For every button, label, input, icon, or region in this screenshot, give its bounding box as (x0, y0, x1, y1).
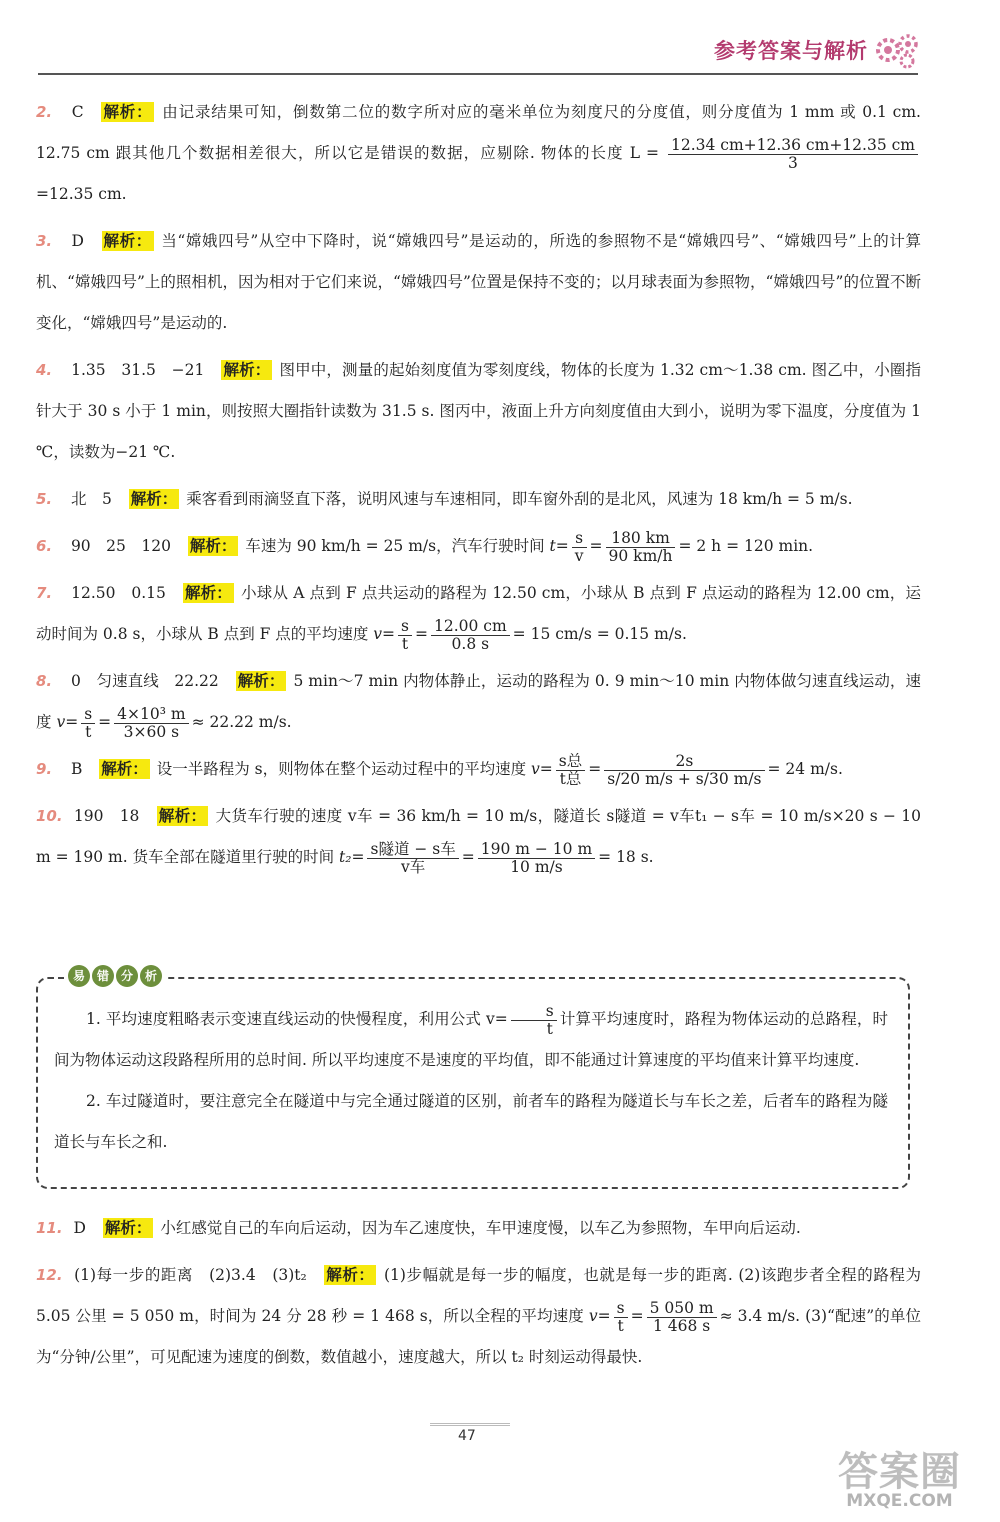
fraction-numerator: 12.00 cm (431, 618, 510, 636)
fraction-denominator: 3×60 s (123, 722, 180, 741)
answer-list-continued (36, 1208, 921, 1384)
item-text-end: ≈ 22.22 m/s. (191, 713, 292, 731)
tag-char: 易 (68, 965, 90, 987)
fraction-denominator: v (574, 546, 584, 565)
analysis-tag: 解析： (130, 490, 178, 508)
error-analysis-box (36, 969, 910, 1189)
item-text: 5 min～7 min 内物体静止，运动的路程为 0. 9 min～10 min 内物体做匀速直线运动，速度 (36, 672, 921, 731)
item-text: 当“嫦娥四号”从空中下降时，说“嫦娥四号”是运动的，所选的参照物不是“嫦娥四号”、“嫦娥四号”上的计算机、“嫦娥四号”上的照相机，因为相对于它们来说，“嫦娥四号”位置是保持不变的；以月球表面为参照物，“嫦娥四号”的位置不断变化，“嫦娥四号”是运动的. (36, 232, 921, 332)
item-text-end: ≈ 3.4 m/s. (3)“配速”的单位为“分钟/公里”，可见配速为速度的倒数，数值越小，速度越大，所以 t₂ 时刻运动得最快. (36, 1307, 921, 1366)
item-text: (1)步幅就是每一步的幅度，也就是每一步的距离. (2)该跑步者全程的路程为 5.05 公里 = 5 050 m，时间为 24 分 28 秒 = 1 468 s，所以全程的平均速度 (36, 1266, 921, 1325)
answer-item-7: 7. 12.50 0.15 解析： 小球从 A 点到 F 点共运动的路程为 12.50 cm，小球从 B 点到 F 点运动的路程为 12.00 cm，运动时间为 0.8 s，小球从 B 点到 F 点的平均速度 v= $\frac{s}{t}$ = $\frac{12.00 cm}{0.8 s}$ = 15 cm/s = 0.15 m/s. (36, 573, 921, 655)
tag-char: 析 (140, 965, 162, 987)
item-text-end: = 18 s. (598, 848, 654, 866)
item-answer: D (73, 1219, 86, 1237)
item-number: 10. (36, 807, 63, 825)
fraction-denominator: t (617, 1316, 624, 1335)
answer-list (36, 92, 921, 884)
item-number: 12. (36, 1266, 63, 1284)
fraction-numerator: s (398, 618, 412, 636)
fraction (478, 841, 595, 876)
fraction-numerator: 2s (604, 753, 764, 771)
analysis-tag: 解析： (237, 672, 285, 690)
fraction-denominator: 90 km/h (608, 546, 673, 565)
answer-item-12: 12. (1)每一步的距离 (2)3.4 (3)t₂ 解析： (1)步幅就是每一步的幅度，也就是每一步的距离. (2)该跑步者全程的路程为 5.05 公里 = 5 050 m，时间为 24 分 28 秒 = 1 468 s，所以全程的平均速度 v= $\frac{s}{t}$ = $\frac{5 050 m}{1 468 s}$ ≈ 3.4 m/s. (3)“配速”的单位为“分钟/公里”，可见配速为速度的倒数，数值越小，速度越大，所以 t₂ 时刻运动得最快. (36, 1255, 921, 1378)
fraction (604, 753, 764, 788)
fraction (606, 530, 676, 565)
item-text-end: = 24 m/s. (767, 760, 843, 778)
tag-char: 分 (116, 965, 138, 987)
point-text-end: 计算平均速度时，路程为物体运动的总路程，时间为物体运动这段路程所用的总时间. 所以平均速度不是速度的平均值，即不能通过计算速度的平均值来计算平均速度. (54, 1010, 888, 1069)
fraction-numerator: s (511, 1003, 557, 1021)
fraction-denominator: t (401, 634, 409, 653)
fraction (398, 618, 412, 653)
analysis-tag: 解析： (104, 1219, 152, 1237)
fraction-denominator: t总 (559, 769, 582, 788)
answer-item-2 (36, 92, 921, 215)
item-answer: 1.35 31.5 −21 (71, 361, 205, 379)
analysis-tag: 解析： (103, 232, 152, 250)
error-analysis-tag (64, 965, 166, 987)
item-text-end: =12.35 cm. (36, 185, 127, 203)
item-text: 乘客看到雨滴竖直下落，说明风速与车速相同，即车窗外刮的是北风，风速为 18 km/h = 5 m/s. (186, 490, 853, 508)
answer-item-5 (36, 479, 921, 520)
fraction (668, 137, 918, 172)
item-number: 7. (36, 584, 53, 602)
fraction-denominator: t (85, 722, 92, 741)
fraction (614, 1300, 628, 1335)
item-answer: 12.50 0.15 (71, 584, 166, 602)
fraction (572, 530, 587, 565)
fraction (556, 753, 585, 788)
page-number: 47 (458, 1428, 476, 1444)
item-number: 4. (36, 361, 53, 379)
item-answer: 90 25 120 (70, 537, 171, 555)
item-number: 9. (36, 760, 53, 778)
analysis-tag: 解析： (184, 584, 232, 602)
fraction-numerator: 190 m − 10 m (478, 841, 595, 859)
fraction-numerator: s (614, 1300, 628, 1318)
fraction-denominator: 3 (788, 153, 798, 172)
fraction (647, 1300, 717, 1335)
item-text-end: = 15 cm/s = 0.15 m/s. (512, 625, 687, 643)
item-text: 大货车行驶的速度 v车 = 36 km/h = 10 m/s，隧道长 s隧道 = v车t₁ − s车 = 10 m/s×20 s − 10 m = 190 m. 货车全部在隧道里行驶的时间 (36, 807, 921, 866)
item-answer: D (71, 232, 84, 250)
analysis-tag: 解析： (326, 1266, 375, 1284)
fraction-denominator: s/20 m/s + s/30 m/s (607, 769, 762, 788)
analysis-tag: 解析： (158, 807, 207, 825)
analysis-tag: 解析： (223, 361, 271, 379)
analysis-tag: 解析： (103, 103, 153, 121)
answer-item-6: 6. 90 25 120 解析： 车速为 90 km/h = 25 m/s，汽车行驶时间 t= $\frac{s}{v}$ = $\frac{180 km}{90 km/h}$ = 2 h = 120 min. (36, 526, 921, 567)
fraction-denominator: v车 (400, 857, 426, 876)
analysis-tag: 解析： (101, 760, 148, 778)
watermark-url: MXQE.COM (846, 1491, 953, 1511)
fraction-denominator: 1 468 s (652, 1316, 711, 1335)
answer-item-4 (36, 350, 921, 473)
item-number: 2. (36, 103, 53, 121)
fraction-numerator: 4×10³ m (114, 706, 188, 724)
item-text: 设一半路程为 s，则物体在整个运动过程中的平均速度 (156, 760, 532, 778)
fraction-numerator: 12.34 cm+12.36 cm+12.35 cm (668, 137, 918, 155)
answer-item-11 (36, 1208, 921, 1249)
item-text: 小红感觉自己的车向后运动，因为车乙速度快，车甲速度慢，以车乙为参照物，车甲向后运动. (160, 1219, 801, 1237)
tag-char: 错 (92, 965, 114, 987)
fraction (367, 841, 458, 876)
item-answer: 0 匀速直线 22.22 (71, 672, 219, 690)
fraction (511, 1003, 557, 1038)
header-title: 参考答案与解析 (714, 39, 868, 63)
item-answer: 北 5 (70, 490, 112, 508)
fraction-numerator: 180 km (606, 530, 676, 548)
item-answer: (1)每一步的距离 (2)3.4 (3)t₂ (74, 1266, 307, 1284)
item-text-end: = 2 h = 120 min. (678, 537, 814, 555)
fraction-denominator: 10 m/s (510, 857, 563, 876)
answer-item-8: 8. 0 匀速直线 22.22 解析： 5 min～7 min 内物体静止，运动的路程为 0. 9 min～10 min 内物体做匀速直线运动，速度 v= $\frac{s}{t}$ = $\frac{\text{4×10³ m}}{3\times 60 s}$ ≈ 22.22 m/s. (36, 661, 921, 743)
item-number: 5. (36, 490, 53, 508)
error-analysis-point-1 (54, 999, 888, 1081)
answer-item-3 (36, 221, 921, 344)
item-text: 由记录结果可知，倒数第二位的数字所对应的毫米单位为刻度尺的分度值，则分度值为 1 mm 或 0.1 cm. 12.75 cm 跟其他几个数据相差很大，所以它是错误的数据，应剔除. 物体的长度 L = (36, 103, 921, 162)
item-answer: B (70, 760, 83, 778)
error-analysis-point-2: 2. 车过隧道时，要注意完全在隧道中与完全通过隧道的区别，前者车的路程为隧道长与车长之差，后者车的路程为隧道长与车长之和. (54, 1092, 888, 1151)
item-number: 6. (36, 537, 53, 555)
answer-item-10: 10. 190 18 解析： 大货车行驶的速度 v车 = 36 km/h = 10 m/s，隧道长 s隧道 = v车t₁ − s车 = 10 m/s×20 s − 10 m = 190 m. 货车全部在隧道里行驶的时间 t₂= $\frac{\text{s隧道 − s车}}{\text{v车}}$ = $\frac{190 m - 10 m}{10 m/s}$ = 18 s. (36, 796, 921, 878)
item-text: 小球从 A 点到 F 点共运动的路程为 12.50 cm，小球从 B 点到 F 点运动的路程为 12.00 cm，运动时间为 0.8 s，小球从 B 点到 F 点的平均速度 (36, 584, 921, 643)
item-text: 车速为 90 km/h = 25 m/s，汽车行驶时间 (245, 537, 550, 555)
fraction-numerator: s隧道 − s车 (367, 841, 458, 859)
fraction (114, 706, 188, 741)
fraction (431, 618, 510, 653)
page-header (714, 30, 920, 70)
fraction (81, 706, 95, 741)
fraction-numerator: s (572, 530, 587, 548)
fraction-numerator: s (81, 706, 95, 724)
item-number: 3. (36, 232, 53, 250)
point-text: 1. 平均速度粗略表示变速直线运动的快慢程度，利用公式 v= (86, 1010, 508, 1028)
item-number: 8. (36, 672, 53, 690)
item-number: 11. (36, 1219, 63, 1237)
header-divider (38, 73, 918, 75)
page-number-decoration (430, 1423, 510, 1426)
gear-decoration-icon (874, 30, 920, 70)
answer-item-9: 9. B 解析： 设一半路程为 s，则物体在整个运动过程中的平均速度 v= $\frac{\text{s总}}{\text{t总}}$ = $\frac{2s}{s/20 m/s + s/30 m/s}$ = 24 m/s. (36, 749, 921, 790)
item-answer: C (71, 103, 84, 121)
site-watermark (838, 1440, 961, 1511)
watermark-logo: 答案圈 (838, 1449, 961, 1495)
fraction-numerator: 5 050 m (647, 1300, 717, 1318)
item-text: 图甲中，测量的起始刻度值为零刻度线，物体的长度为 1.32 cm～1.38 cm. 图乙中，小圈指针大于 30 s 小于 1 min，则按照大圈指针读数为 31.5 s. 图丙中，液面上升方向刻度值由大到小，说明为零下温度，分度值为 1 ℃，读数为−21 ℃. (36, 361, 922, 461)
fraction-denominator: 0.8 s (451, 634, 490, 653)
item-answer: 190 18 (73, 807, 140, 825)
fraction-denominator: t (546, 1019, 553, 1038)
analysis-tag: 解析： (189, 537, 237, 555)
fraction-numerator: s总 (556, 753, 585, 771)
